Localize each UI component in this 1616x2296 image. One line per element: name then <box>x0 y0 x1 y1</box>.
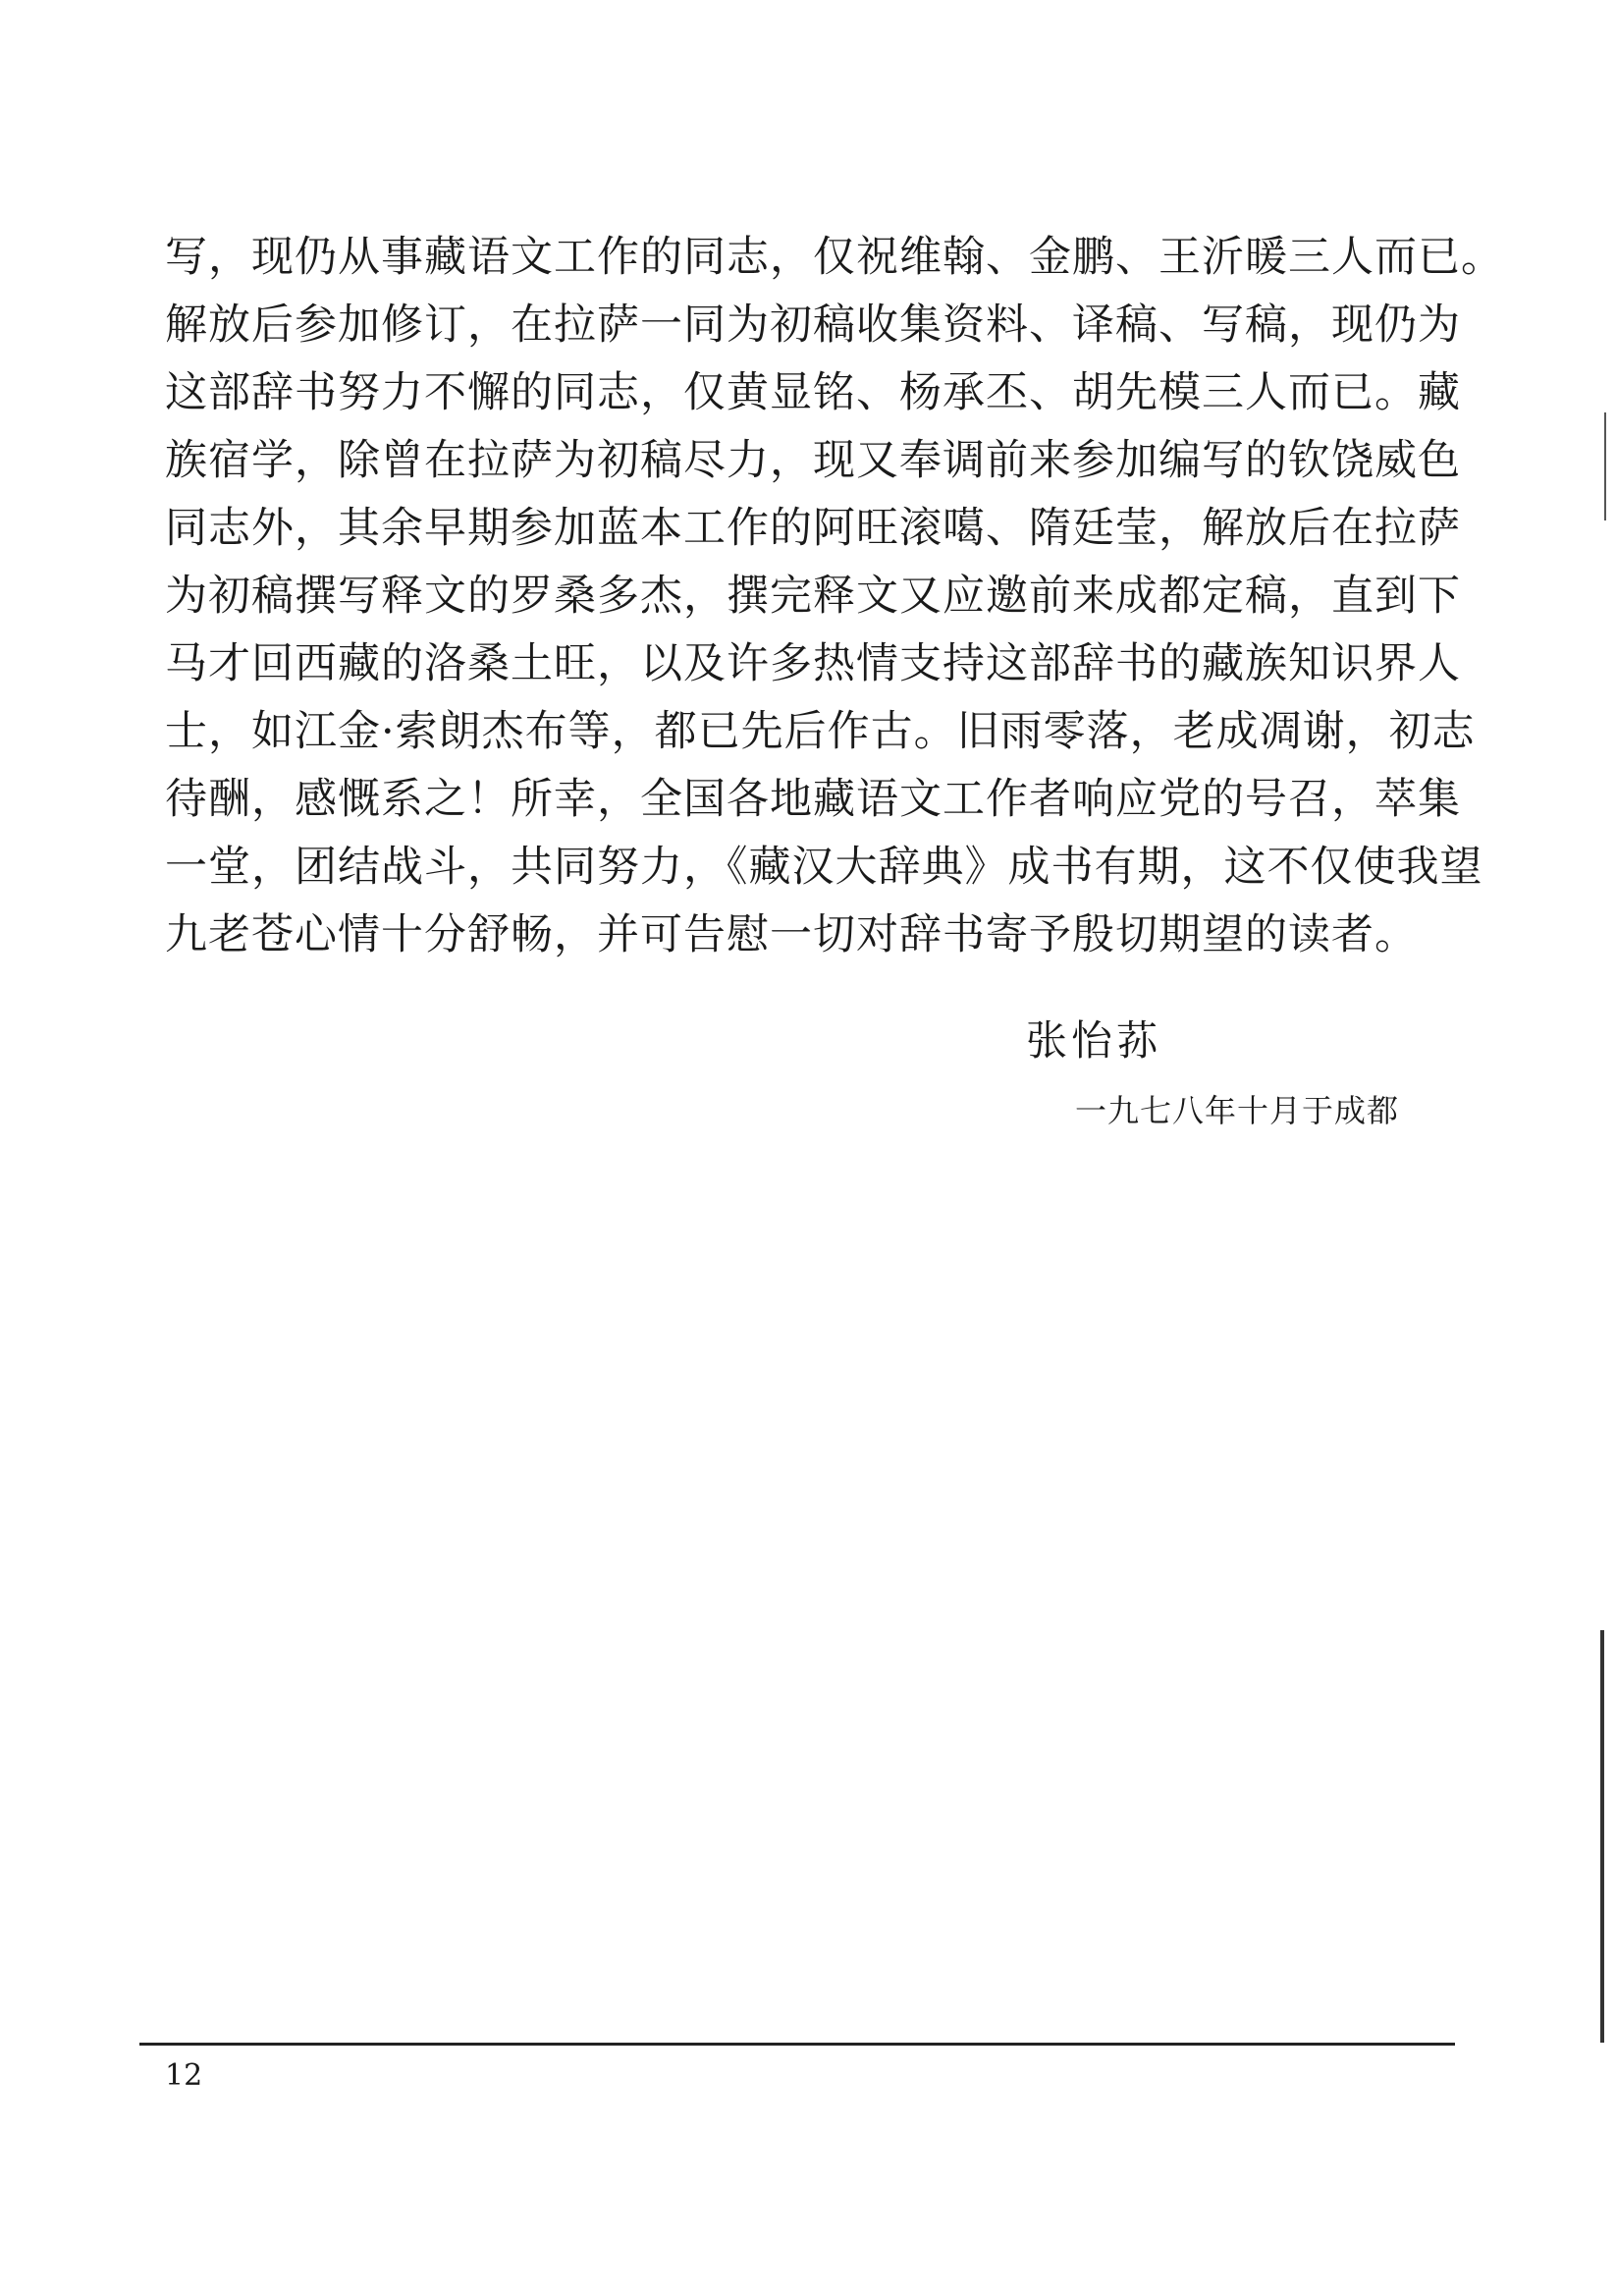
text-line: 族宿学，除曾在拉萨为初稿尽力，现又奉调前来参加编写的钦饶威色 <box>165 436 1461 485</box>
text-line: 为初稿撰写释文的罗桑多杰，撰完释文又应邀前来成都定稿，直到下 <box>165 572 1461 621</box>
text-line: 写，现仍从事藏语文工作的同志，仅祝维翰、金鹏、王沂暖三人而已。 <box>165 233 1504 282</box>
preface-body <box>165 224 1504 969</box>
text-line: 马才回西藏的洛桑土旺，以及许多热情支持这部辞书的藏族知识界人 <box>165 639 1461 688</box>
text-line: 一堂，团结战斗，共同努力，《藏汉大辞典》成书有期，这不仅使我望 <box>165 843 1483 892</box>
author-signature: 张怡荪 <box>1026 1016 1162 1065</box>
text-line: 待酬，感慨系之！所幸，全国各地藏语文工作者响应党的号召，萃集 <box>165 775 1461 824</box>
text-line: 同志外，其余早期参加蓝本工作的阿旺滚噶、隋廷莹，解放后在拉萨 <box>165 504 1461 553</box>
text-line: 九老苍心情十分舒畅，并可告慰一切对辞书寄予殷切期望的读者。 <box>165 910 1418 959</box>
text-line: 士，如江金·索朗杰布等，都已先后作古。旧雨零落，老成凋谢，初志 <box>165 707 1476 756</box>
scan-edge-mark <box>1600 1630 1604 2043</box>
text-line: 解放后参加修订，在拉萨一同为初稿收集资料、译稿、写稿，现仍为 <box>165 301 1461 350</box>
scan-edge-mark <box>1604 412 1606 520</box>
text-line: 这部辞书努力不懈的同志，仅黄显铭、杨承丕、胡先模三人而已。藏 <box>165 368 1461 417</box>
date-location: 一九七八年十月于成都 <box>1075 1092 1400 1129</box>
page-number: 12 <box>165 2058 203 2093</box>
footer-divider <box>139 2043 1455 2046</box>
